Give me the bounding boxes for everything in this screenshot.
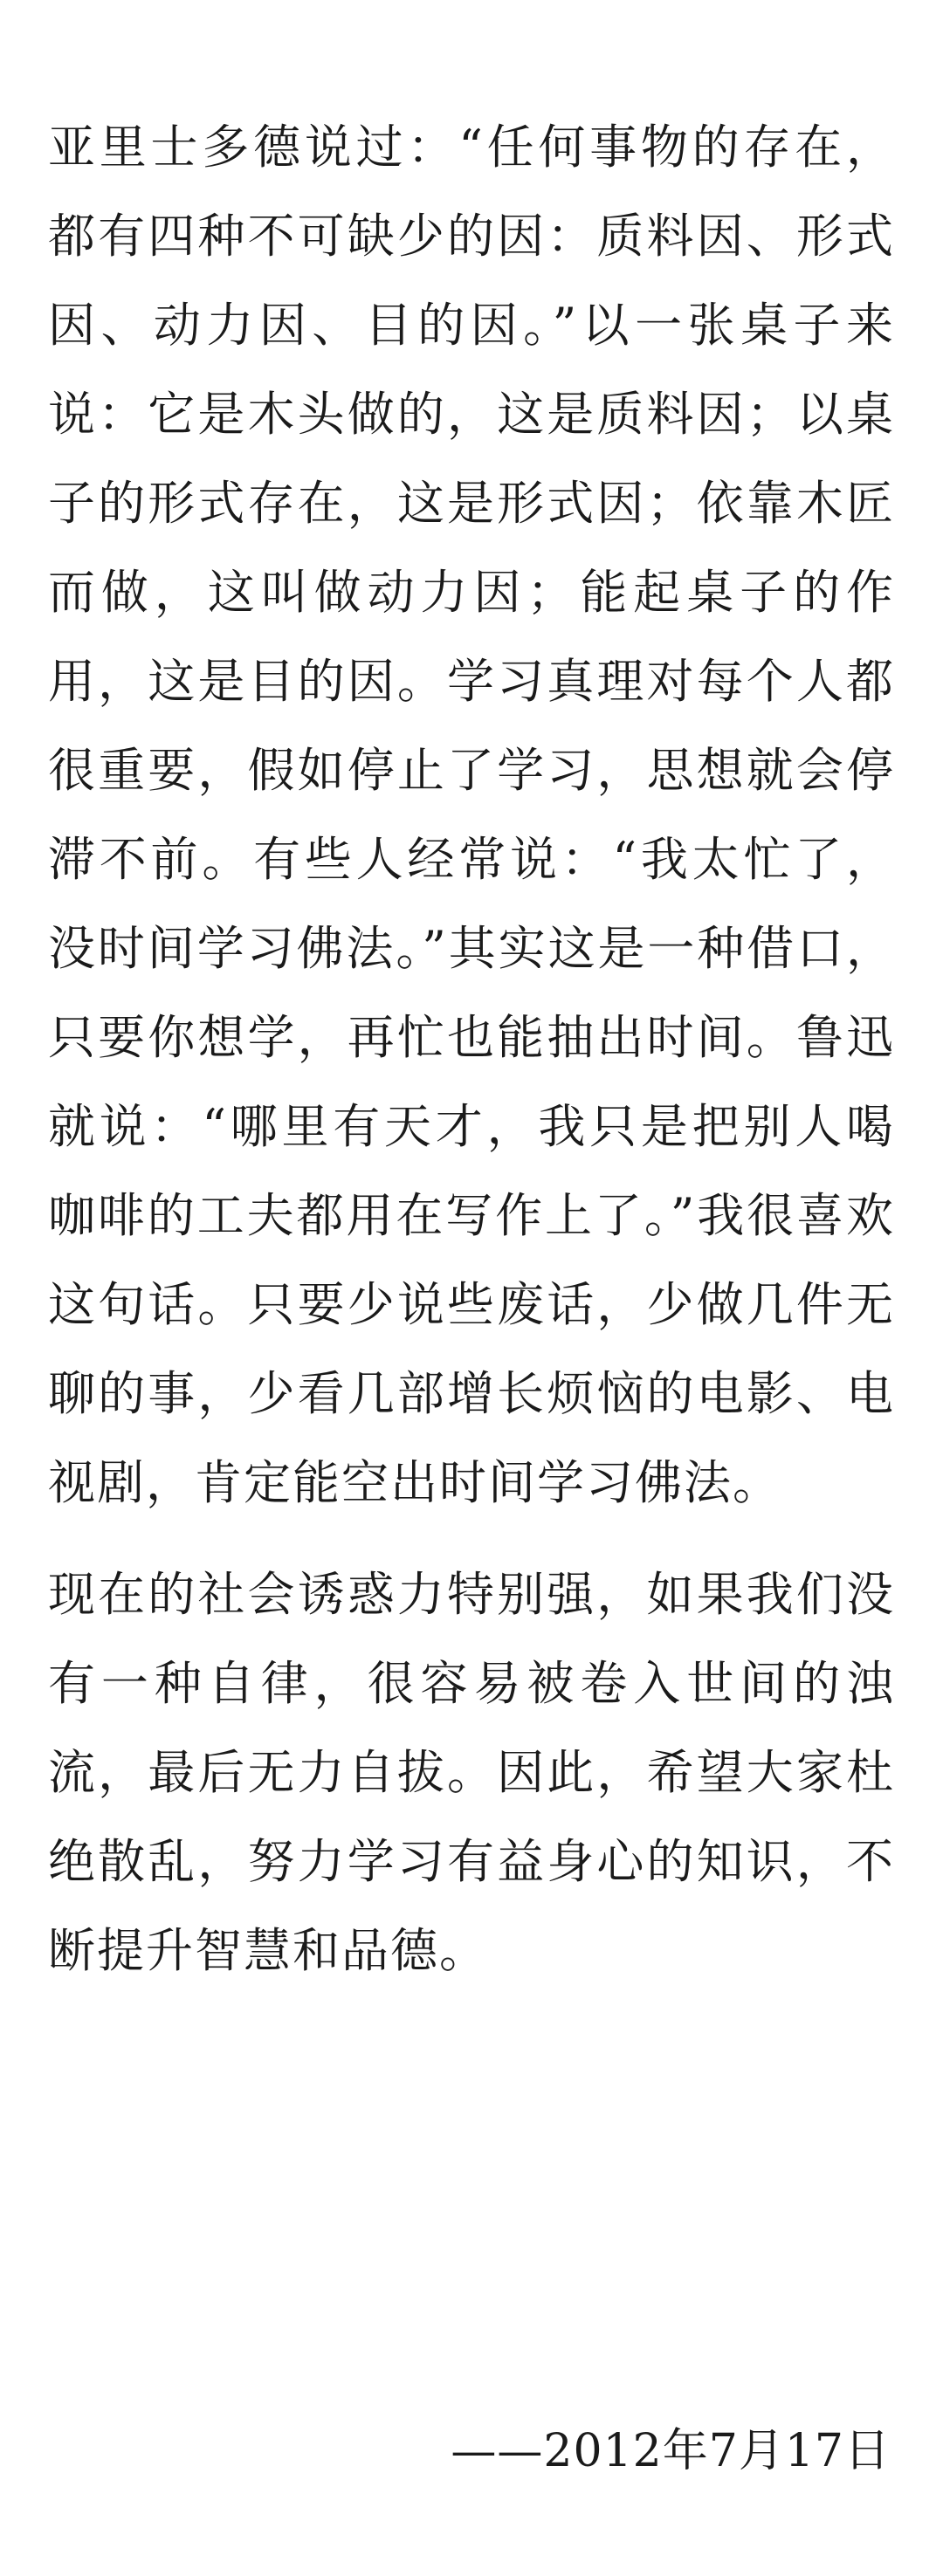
paragraph-1: 亚里士多德说过：“任何事物的存在，都有四种不可缺少的因：质料因、形式因、动力因、目的因。”以一张桌子来说：它是木头做的，这是质料因；以桌子的形式存在，这是形式因；依靠木匠而做，这叫做动力因；能起桌子的作用，这是目的因。学习真理对每个人都很重要，假如停止了学习，思想就会停滞不前。有些人经常说：“我太忙了，没时间学习佛法。”其实这是一种借口，只要你想学，再忙也能抽出时间。鲁迅就说：“哪里有天才，我只是把别人喝咖啡的工夫都用在写作上了。”我很喜欢这句话。只要少说些废话，少做几件无聊的事，少看几部增长烦恼的电影、电视剧，肯定能空出时间学习佛法。 <box>48 120 895 1510</box>
paragraph-2: 现在的社会诱惑力特别强，如果我们没有一种自律，很容易被卷入世间的浊流，最后无力自拔。因此，希望大家杜绝散乱，努力学习有益身心的知识，不断提升智慧和品德。 <box>48 1567 895 1978</box>
date-signature: ——2012年7月17日 <box>451 2425 891 2477</box>
